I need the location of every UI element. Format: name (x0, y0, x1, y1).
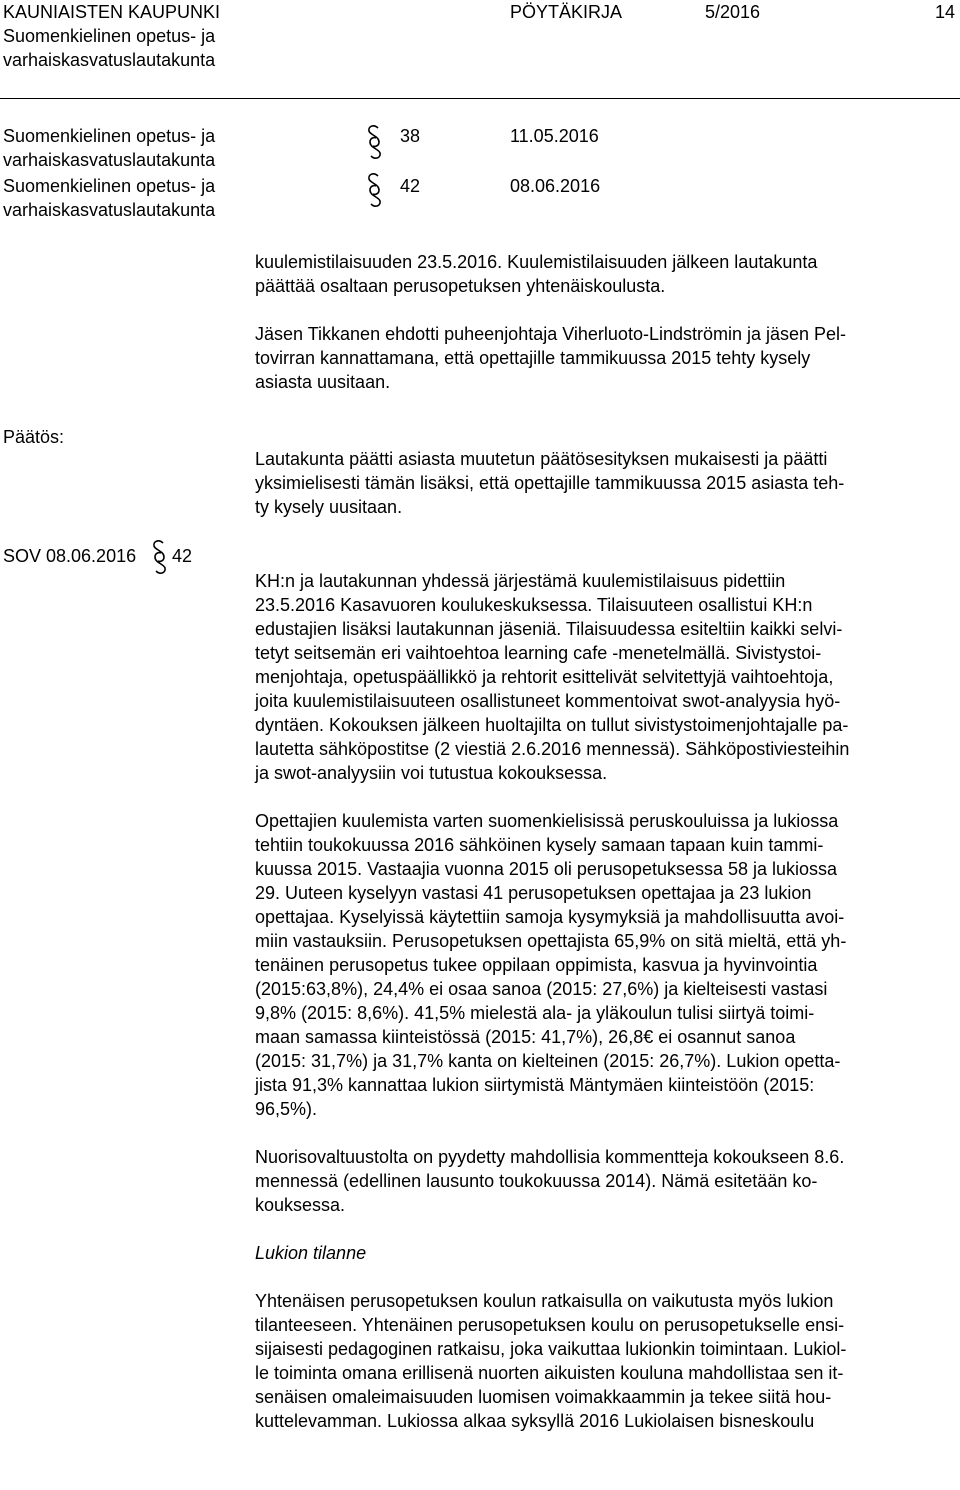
text-line: kouksessa. (255, 1195, 346, 1215)
text-line: 29. Uuteen kyselyyn vastasi 41 perusopetuksen opettajaa ja 23 lukion (255, 883, 812, 903)
text-line: le toiminta omana erillisenä nuorten aikuisten kouluna mahdollistaa sen it- (255, 1363, 844, 1383)
subheading-upper-secondary: Lukion tilanne (255, 1243, 367, 1263)
text-line: Yhtenäisen perusopetuksen koulun ratkaisulla on vaikutusta myös lukion (255, 1291, 834, 1311)
text-line: kuussa 2015. Vastaajia vuonna 2015 oli perusopetuksessa 58 ja lukiossa (255, 859, 838, 879)
history-section-number-2: 42 (400, 176, 421, 196)
text-line: tehtiin toukokuussa 2016 sähköinen kysely samaan tapaan kuin tammi- (255, 835, 824, 855)
text-line: mennessä (edellinen lausunto toukokuussa 2014). Nämä esitetään ko- (255, 1171, 818, 1191)
text-line: lautetta sähköpostitse (2 viestiä 2.6.2016 mennessä). Sähköpostiviesteihin (255, 739, 850, 759)
text-line: tovirran kannattamana, että opettajille tammikuussa 2015 tehty kysely (255, 348, 811, 368)
history-organ-1 (3, 124, 215, 172)
history-organ-line: varhaiskasvatuslautakunta (3, 150, 216, 170)
sov-reference: SOV 08.06.2016 (3, 546, 137, 566)
text-line: miin vastauksiin. Perusopetuksen opettajista 65,9% on sitä mieltä, että yh- (255, 931, 847, 951)
section-sign-icon (150, 539, 168, 575)
document-number: 5/2016 (705, 2, 761, 22)
text-line: ja swot-analyysiin voi tutustua kokouksessa. (255, 763, 608, 783)
text-line: 9,8% (2015: 8,6%). 41,5% mielestä ala- ja yläkoulun tulisi siirtyä toimi- (255, 1003, 815, 1023)
body-block-2 (255, 569, 955, 1457)
history-section-number-1: 38 (400, 126, 421, 146)
history-date-1: 11.05.2016 (510, 126, 599, 146)
text-line: opettajaa. Kyselyissä käytettiin samoja kysymyksiä ja mahdollisuutta avoi- (255, 907, 845, 927)
text-line: kuulemistilaisuuden 23.5.2016. Kuulemistilaisuuden jälkeen lautakunta (255, 252, 818, 272)
paragraph-decision (255, 447, 955, 519)
text-line: tilanteeseen. Yhtenäinen perusopetuksen koulu on perusopetukselle ensi- (255, 1315, 845, 1335)
text-line: ty kysely uusitaan. (255, 497, 403, 517)
text-line: Nuorisovaltuustolta on pyydetty mahdollisia kommentteja kokoukseen 8.6. (255, 1147, 845, 1167)
text-line: Jäsen Tikkanen ehdotti puheenjohtaja Viherluoto-Lindströmin ja jäsen Pel- (255, 324, 847, 344)
text-line: (2015: 31,7%) ja 31,7% kanta on kielteinen (2015: 26,7%). Lukion opetta- (255, 1051, 841, 1071)
paragraph-youth-council (255, 1145, 955, 1217)
history-organ-2 (3, 174, 215, 222)
header-divider (0, 98, 960, 99)
text-line: (2015:63,8%), 24,4% ei osaa sanoa (2015: 27,6%) ja kielteisesti vastasi (255, 979, 828, 999)
board-name-line1: Suomenkielinen opetus- ja (3, 26, 216, 46)
text-line: kuttelevamman. Lukiossa alkaa syksyllä 2016 Lukiolaisen bisneskoulu (255, 1411, 815, 1431)
text-line: sijaisesti pedagoginen ratkaisu, joka vaikuttaa lukionkin toimintaan. Lukiol- (255, 1339, 847, 1359)
paragraph-teacher-survey (255, 809, 955, 1121)
decision-text (255, 447, 955, 543)
text-line: Opettajien kuulemista varten suomenkielisissä peruskouluissa ja lukiossa (255, 811, 839, 831)
sov-section-number: 42 (172, 546, 193, 566)
text-line: maan samassa kiinteistössä (2015: 41,7%), 26,8€ ei osannut sanoa (255, 1027, 796, 1047)
board-name-line2: varhaiskasvatuslautakunta (3, 50, 216, 70)
text-line: dyntäen. Kokouksen jälkeen huoltajilta on tullut sivistystoimenjohtajalle pa- (255, 715, 849, 735)
text-line: Lautakunta päätti asiasta muutetun päätösesityksen mukaisesti ja päätti (255, 449, 828, 469)
paragraph-hearing (255, 250, 955, 298)
history-organ-line: Suomenkielinen opetus- ja (3, 126, 216, 146)
text-line: päättää osaltaan perusopetuksen yhtenäiskoulusta. (255, 276, 666, 296)
decision-label: Päätös: (3, 427, 65, 447)
text-line: edustajien lisäksi lautakunnan jäseniä. Tilaisuudessa esiteltiin kaikki selvi- (255, 619, 843, 639)
text-line: senäisen omaleimaisuuden luomisen voimakkaammin ja tekee siitä hou- (255, 1387, 832, 1407)
text-line: 23.5.2016 Kasavuoren koulukeskuksessa. Tilaisuuteen osallistui KH:n (255, 595, 813, 615)
paragraph-hearing-event (255, 569, 955, 785)
text-line: joita kuulemistilaisuuteen osallistuneet kommentoivat swot-analyysia hyö- (255, 691, 841, 711)
section-sign-icon (365, 172, 383, 208)
text-line: yksimielisesti tämän lisäksi, että opettajille tammikuussa 2015 asiasta teh- (255, 473, 845, 493)
text-line: asiasta uusitaan. (255, 372, 391, 392)
body-block-1 (255, 250, 955, 418)
organization-header (3, 0, 220, 72)
text-line: tetyt seitsemän eri vaihtoehtoa learning cafe -menetelmällä. Sivistystoi- (255, 643, 822, 663)
text-line: jista 91,3% kannattaa lukion siirtymistä Mäntymäen kiinteistöön (2015: (255, 1075, 815, 1095)
paragraph-upper-secondary (255, 1289, 955, 1433)
section-sign-icon (365, 124, 383, 160)
page-number: 14 (935, 2, 956, 22)
paragraph-proposal (255, 322, 955, 394)
text-line: tenäinen perusopetus tukee oppilaan oppimista, kasvua ja hyvinvointia (255, 955, 818, 975)
text-line: 96,5%). (255, 1099, 318, 1119)
text-line: menjohtaja, opetuspäällikkö ja rehtorit esittelivät selvitettyjä vaihtoehtoja, (255, 667, 834, 687)
history-organ-line: Suomenkielinen opetus- ja (3, 176, 216, 196)
text-line: KH:n ja lautakunnan yhdessä järjestämä kuulemistilaisuus pidettiin (255, 571, 786, 591)
history-organ-line: varhaiskasvatuslautakunta (3, 200, 216, 220)
city-name: KAUNIAISTEN KAUPUNKI (3, 2, 221, 22)
document-type: PÖYTÄKIRJA (510, 2, 623, 22)
history-date-2: 08.06.2016 (510, 176, 601, 196)
